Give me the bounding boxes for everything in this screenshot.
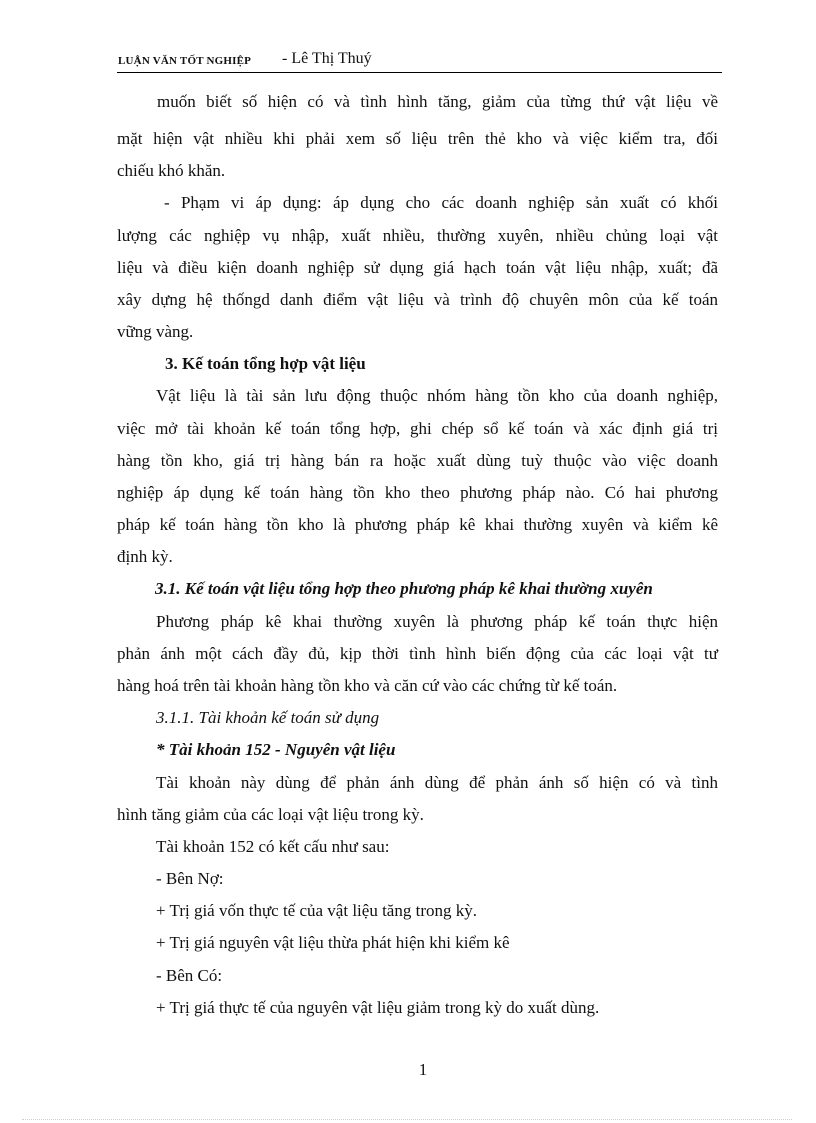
text-line: liệu và điều kiện doanh nghiệp sử dụng giá hạch toán vật liệu nhập, xuất; đã <box>117 258 718 277</box>
text-line: pháp kế toán hàng tồn kho là phương pháp kê khai thường xuyên và kiểm kê <box>117 515 718 534</box>
text-line: - Bên Nợ: <box>156 869 224 888</box>
subsubsection-heading: 3.1.1. Tài khoản kế toán sử dụng <box>156 708 380 727</box>
text-line: - Phạm vi áp dụng: áp dụng cho các doanh nghiệp sản xuất có khối <box>164 193 718 212</box>
text-line: phản ánh một cách đầy đủ, kịp thời tình hình biến động của các loại vật tư <box>117 644 718 663</box>
text-line: Tài khoản 152 có kết cấu như sau: <box>156 837 390 856</box>
text-line: Vật liệu là tài sản lưu động thuộc nhóm hàng tồn kho của doanh nghiệp, <box>156 386 718 405</box>
page-bottom-divider <box>22 1119 792 1120</box>
text-line: + Trị giá thực tế của nguyên vật liệu giảm trong kỳ do xuất dùng. <box>156 998 600 1017</box>
text-line: muốn biết số hiện có và tình hình tăng, giảm của từng thứ vật liệu về <box>157 92 718 111</box>
text-line: định kỳ. <box>117 547 173 566</box>
page-number: 1 <box>418 1060 428 1079</box>
text-line: + Trị giá vốn thực tế của vật liệu tăng trong kỳ. <box>156 901 477 920</box>
text-line: hàng hoá trên tài khoản hàng tồn kho và căn cứ vào các chứng từ kế toán. <box>117 676 618 695</box>
text-line: - Bên Có: <box>156 966 223 985</box>
header-title: LUẬN VĂN TỐT NGHIỆP <box>118 55 252 67</box>
account-heading: * Tài khoản 152 - Nguyên vật liệu <box>156 740 396 759</box>
text-line: Phương pháp kê khai thường xuyên là phương pháp kế toán thực hiện <box>156 612 718 631</box>
text-line: hình tăng giảm của các loại vật liệu trong kỳ. <box>117 805 424 824</box>
text-line: Tài khoản này dùng để phản ánh dùng để phản ánh số hiện có và tình <box>156 773 718 792</box>
text-line: chiếu khó khăn. <box>117 161 226 180</box>
text-line: mặt hiện vật nhiều khi phải xem số liệu trên thẻ kho và việc kiểm tra, đối <box>117 129 718 148</box>
text-line: + Trị giá nguyên vật liệu thừa phát hiện khi kiểm kê <box>156 933 510 952</box>
section-heading: 3. Kế toán tổng hợp vật liệu <box>165 354 366 373</box>
text-line: vững vàng. <box>117 322 194 341</box>
text-line: nghiệp áp dụng kế toán hàng tồn kho theo phương pháp nào. Có hai phương <box>117 483 718 502</box>
text-line: hàng tồn kho, giá trị hàng bán ra hoặc xuất dùng tuỳ thuộc vào việc doanh <box>117 451 718 470</box>
text-line: xây dựng hệ thốngd danh điểm vật liệu và trình độ chuyên môn của kế toán <box>117 290 718 309</box>
text-line: việc mở tài khoản kế toán tổng hợp, ghi chép sổ kế toán và xác định giá trị <box>117 419 718 438</box>
page-header <box>117 50 722 73</box>
header-author: - Lê Thị Thuý <box>282 50 372 67</box>
subsection-heading: 3.1. Kế toán vật liệu tổng hợp theo phương pháp kê khai thường xuyên <box>155 579 653 598</box>
text-line: lượng các nghiệp vụ nhập, xuất nhiều, thường xuyên, nhiều chủng loại vật <box>117 226 718 245</box>
